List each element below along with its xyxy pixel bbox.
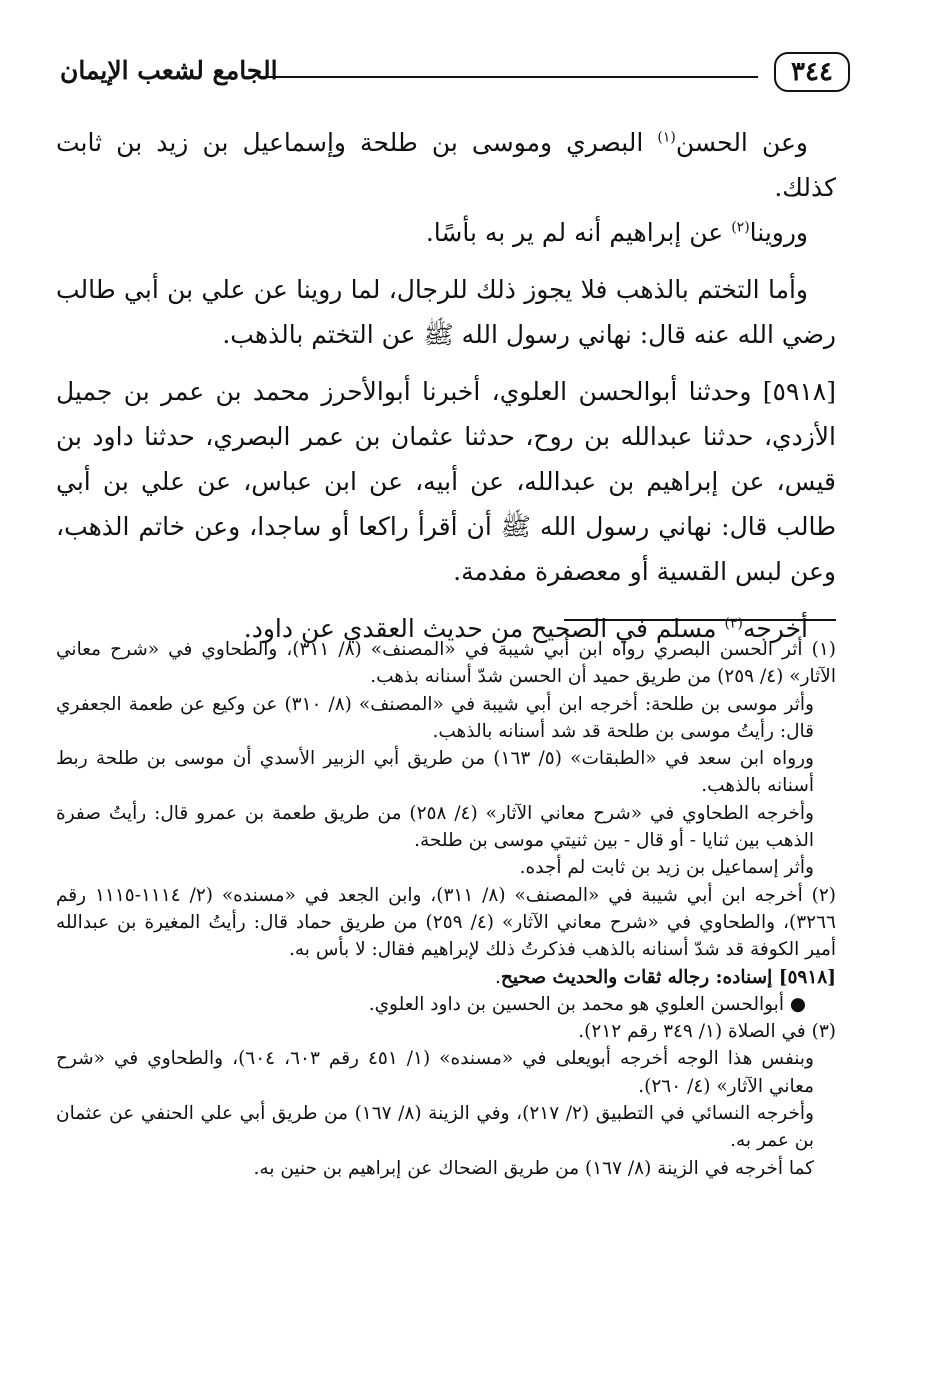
footnote-separator bbox=[564, 619, 836, 621]
book-title: الجامع لشعب الإيمان bbox=[60, 56, 278, 85]
header-rule bbox=[260, 76, 758, 78]
text: مسلم في الصحيح من حديث العقدي عن داود. bbox=[243, 614, 725, 643]
text: وروينا bbox=[749, 218, 808, 247]
text: أخرجه bbox=[742, 614, 808, 643]
text: البصري وموسى بن طلحة وإسماعيل بن زيد بن ثابت كذلك. bbox=[56, 128, 836, 202]
page-number: ٣٤٤ bbox=[774, 52, 850, 92]
footnote-text: وأخرجه النسائي في التطبيق (٢/ ٢١٧)، وفي الزينة (٨/ ١٦٧) من طريق أبي علي الحنفي عن عثمان بن عمر به. bbox=[56, 1103, 814, 1152]
footnote-ref: (٣) bbox=[724, 615, 743, 632]
text: عن إبراهيم أنه لم ير به بأسًا. bbox=[425, 218, 732, 247]
footnote-3: (٣) في الصلاة (١/ ٣٤٩ رقم ٢١٢). bbox=[578, 1021, 836, 1043]
page-header bbox=[60, 52, 850, 102]
footnote-text: وبنفس هذا الوجه أخرجه أبويعلى في «مسنده» (١/ ٤٥١ رقم ٦٠٣، ٦٠٤)، والطحاوي في «شرح معاني الآثار» (٤/ ٢٦٠). bbox=[56, 1048, 814, 1097]
bullet-note: ● أبوالحسن العلوي هو محمد بن الحسين بن داود العلوي. bbox=[368, 993, 806, 1015]
footnote-2: (٢) أخرجه ابن أبي شيبة في «المصنف» (٨/ ٣١١)، وابن الجعد في «مسنده» (٢/ ١١١٤-١١١٥ رقم ٣٢٦٦)، والطحاوي في «شرح معاني الآثار» (٤/ ٢٥٩) من طريق حماد قال: رأيتُ المغيرة بن عبدالله أمير الكوفة قد شدّ أسنانه بالذهب فذكرتُ ذلك لإبراهيم فقال: لا بأس به. bbox=[56, 884, 836, 961]
main-text bbox=[56, 120, 836, 651]
footnote-text: وأثر موسى بن طلحة: أخرجه ابن أبي شيبة في «المصنف» (٨/ ٣١٠) عن وكيع عن طعمة الجعفري قال: رأيتُ موسى بن طلحة قد شد أسنانه بالذهب. bbox=[56, 693, 814, 742]
footnote-1: (١) أثر الحسن البصري رواه ابن أبي شيبة في «المصنف» (٨/ ٣١١)، والطحاوي في «شرح معاني الآثار» (٤/ ٢٥٩) من طريق حميد أن الحسن شدّ أسنانه بذهب. bbox=[56, 639, 836, 688]
footnote-ref: (١) bbox=[657, 129, 676, 146]
isnad-label: [٥٩١٨] إسناده: رجاله ثقات والحديث صحيح bbox=[500, 966, 836, 988]
footnote-text: وأخرجه الطحاوي في «شرح معاني الآثار» (٤/ ٢٥٨) من طريق طعمة بن عمرو قال: رأيتُ صفرة الذهب بين ثنايا - أو قال - بين ثنيتي موسى بن طلحة. bbox=[56, 802, 814, 852]
hadith-paragraph: [٥٩١٨] وحدثنا أبوالحسن العلوي، أخبرنا أبوالأحرز محمد بن عمر بن جميل الأزدي، حدثنا عبدالله بن روح، حدثنا عثمان بن عمر البصري، حدثنا داود بن قيس، عن إبراهيم بن عبدالله، عن أبيه، عن ابن عباس، عن علي بن أبي طالب قال: نهاني رسول الله ﷺ أن أقرأ راكعا أو ساجدا، وعن خاتم الذهب، وعن لبس القسية أو معصفرة مفدمة. bbox=[56, 377, 836, 586]
footnote-text: كما أخرجه في الزينة (٨/ ١٦٧) من طريق الضحاك عن إبراهيم بن حنين به. bbox=[253, 1157, 814, 1179]
footnote-text: ورواه ابن سعد في «الطبقات» (٥/ ١٦٣) من طريق أبي الزبير الأسدي أن موسى بن طلحة ربط أسنانه بالذهب. bbox=[56, 748, 814, 797]
footnotes bbox=[56, 636, 836, 1182]
footnote-ref: (٢) bbox=[731, 219, 750, 236]
footnote-text: وأثر إسماعيل بن زيد بن ثابت لم أجده. bbox=[519, 857, 814, 879]
text: . bbox=[495, 966, 501, 988]
paragraph bbox=[56, 210, 836, 255]
text: وعن الحسن bbox=[675, 128, 808, 157]
isnad-note bbox=[56, 964, 836, 991]
paragraph: وأما التختم بالذهب فلا يجوز ذلك للرجال، لما روينا عن علي بن أبي طالب رضي الله عنه قال: نهاني رسول الله ﷺ عن التختم بالذهب. bbox=[56, 275, 836, 349]
paragraph bbox=[56, 120, 836, 210]
